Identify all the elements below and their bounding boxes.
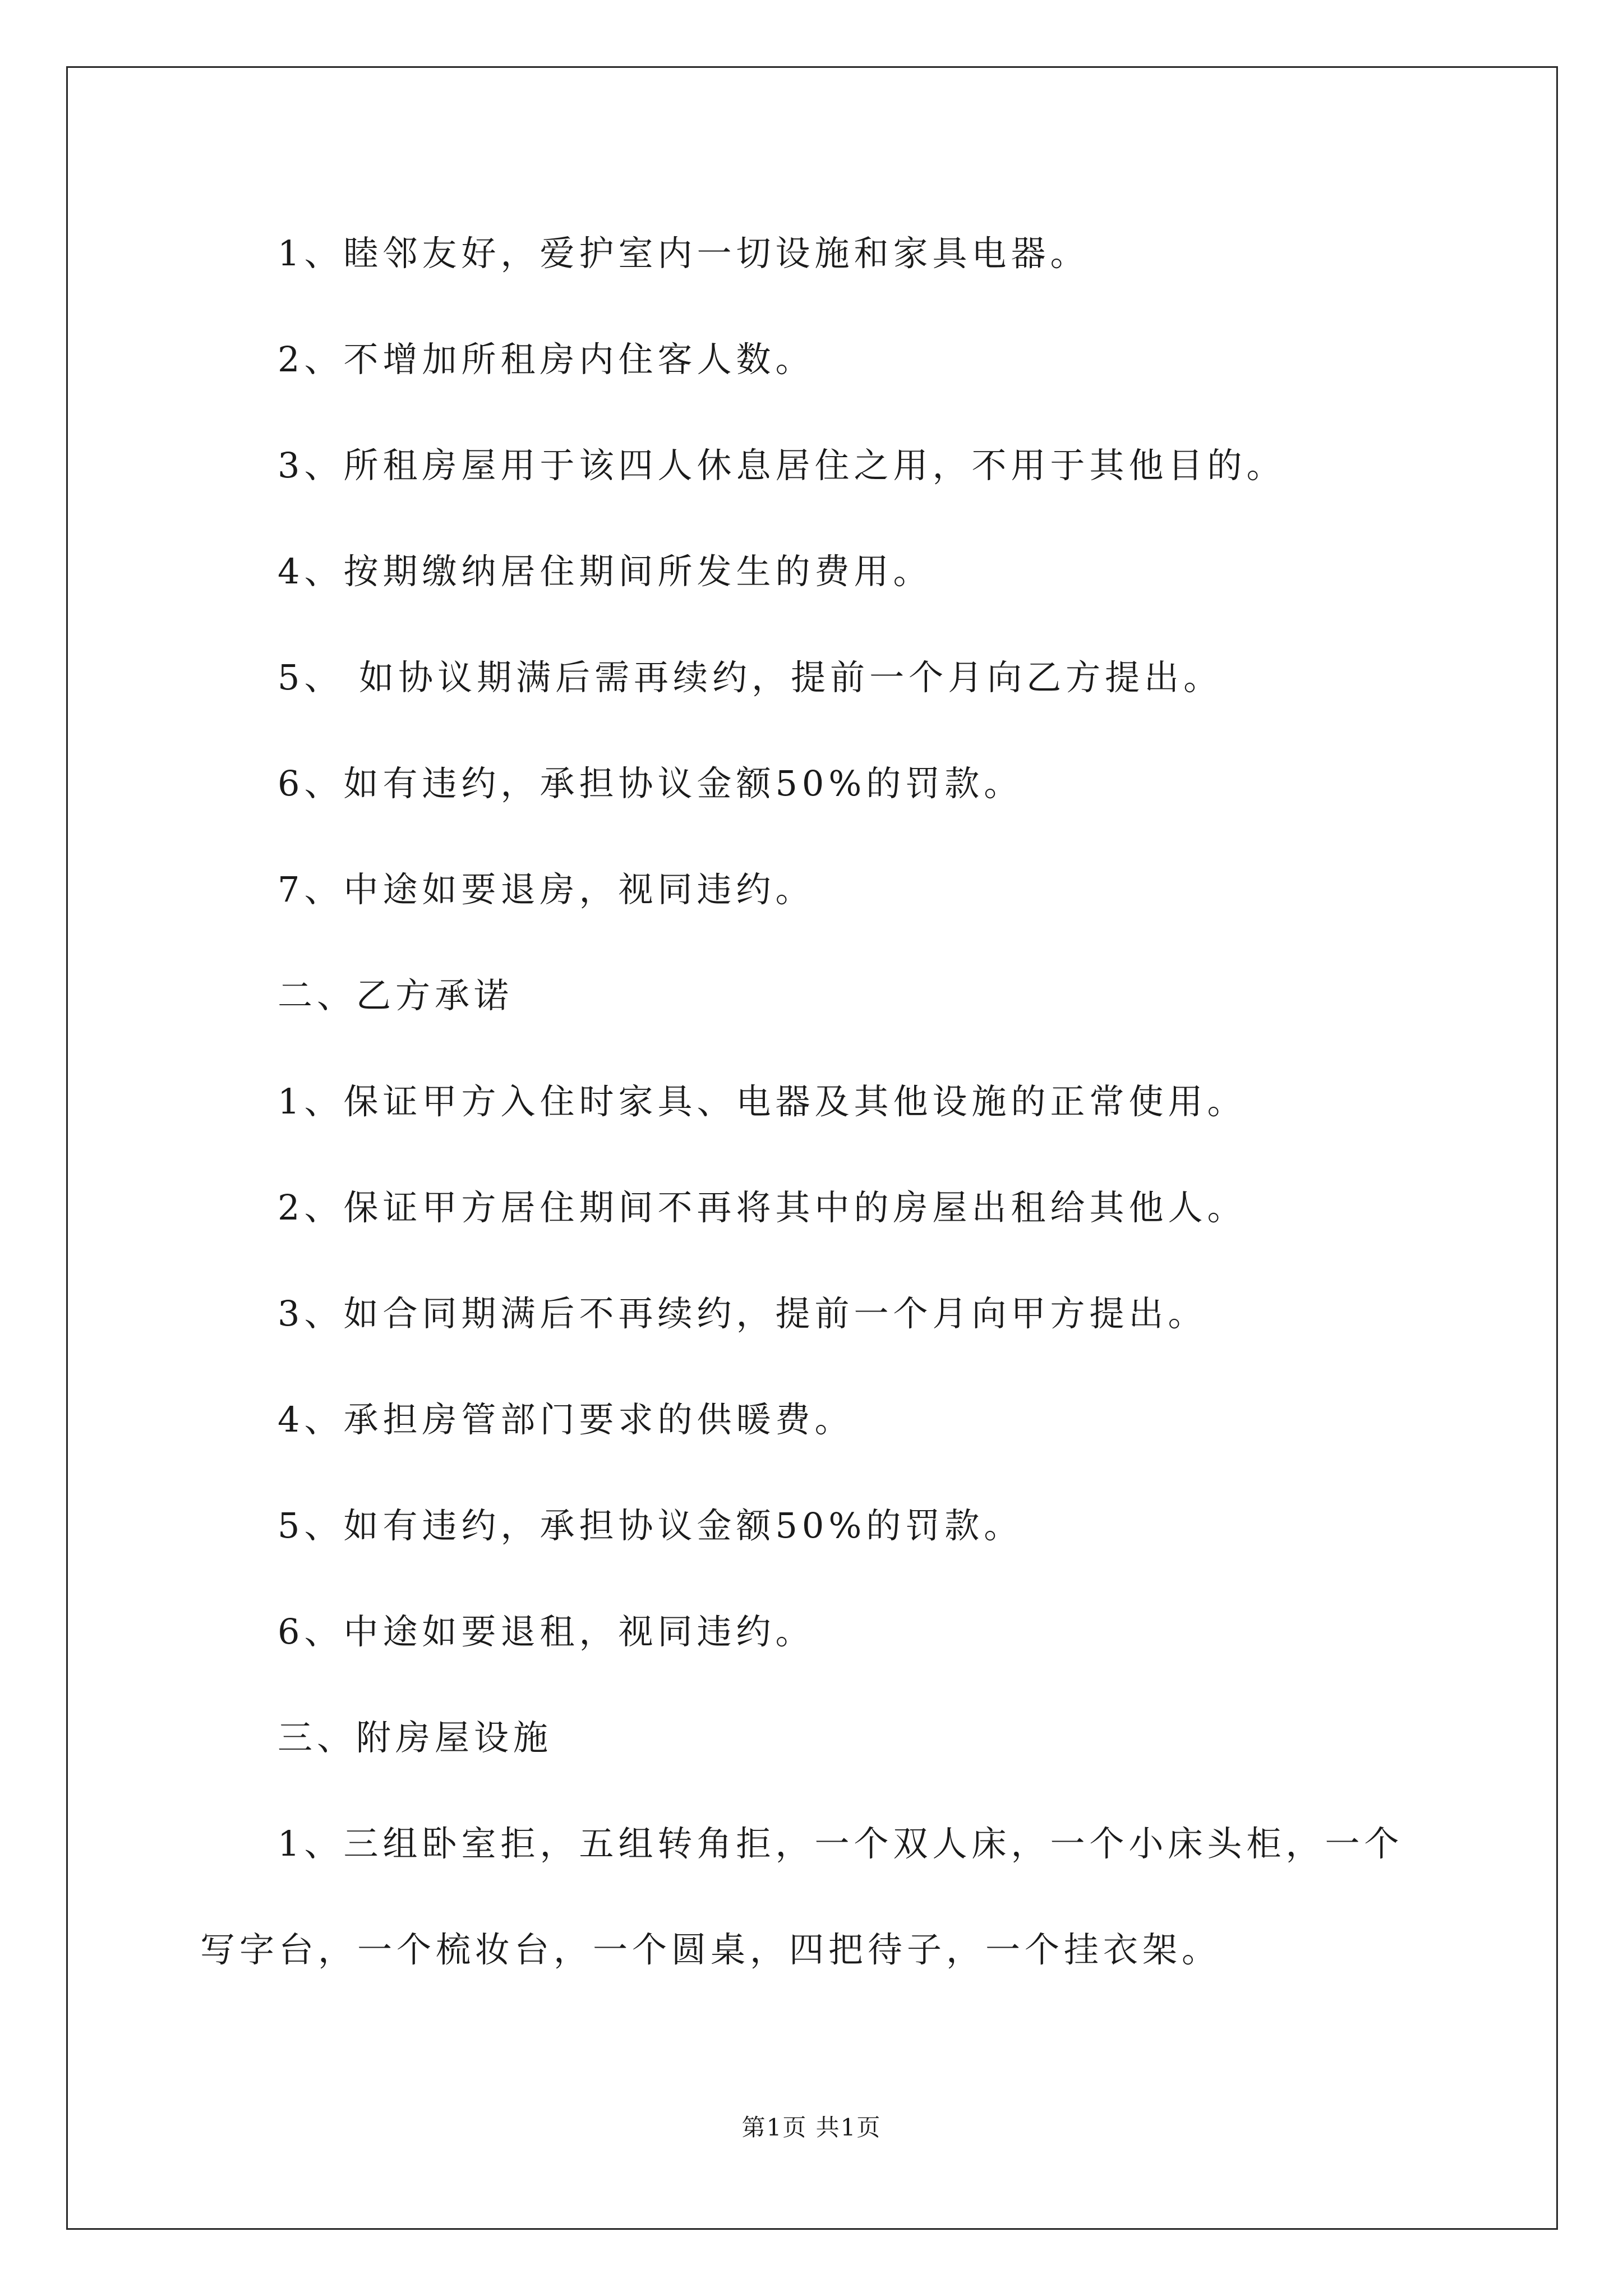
clause-line: 1、睦邻友好，爱护室内一切设施和家具电器。 — [278, 233, 1090, 274]
clause-line: 5、 如协议期满后需再续约，提前一个月向乙方提出。 — [278, 657, 1223, 698]
clause-line: 4、承担房管部门要求的供暖费。 — [278, 1399, 854, 1440]
section-heading: 二、乙方承诺 — [278, 975, 514, 1016]
clause-line: 1、三组卧室拒，五组转角拒，一个双人床，一个小床头柜，一个 — [278, 1823, 1404, 1864]
clause-line: 5、如有违约，承担协议金额50%的罚款。 — [278, 1505, 1023, 1546]
clause-line-continuation: 写字台，一个梳妆台，一个圆桌，四把待子，一个挂衣架。 — [200, 1929, 1221, 1970]
clause-line: 1、保证甲方入住时家具、电器及其他设施的正常使用。 — [278, 1081, 1247, 1122]
clause-line: 2、不增加所租房内住客人数。 — [278, 339, 815, 380]
page-border — [66, 66, 1558, 2230]
section-heading: 三、附房屋设施 — [278, 1717, 553, 1758]
page-footer: 第1页 共1页 — [741, 2114, 882, 2141]
clause-line: 7、中途如要退房，视同违约。 — [278, 869, 815, 910]
clause-line: 4、按期缴纳居住期间所发生的费用。 — [278, 551, 933, 592]
clause-line: 3、如合同期满后不再续约，提前一个月向甲方提出。 — [278, 1293, 1207, 1334]
clause-line: 6、如有违约，承担协议金额50%的罚款。 — [278, 763, 1023, 804]
clause-line: 3、所租房屋用于该四人休息居住之用，不用于其他目的。 — [278, 445, 1286, 486]
clause-line: 2、保证甲方居住期间不再将其中的房屋出租给其他人。 — [278, 1187, 1247, 1228]
clause-line: 6、中途如要退租，视同违约。 — [278, 1611, 815, 1652]
